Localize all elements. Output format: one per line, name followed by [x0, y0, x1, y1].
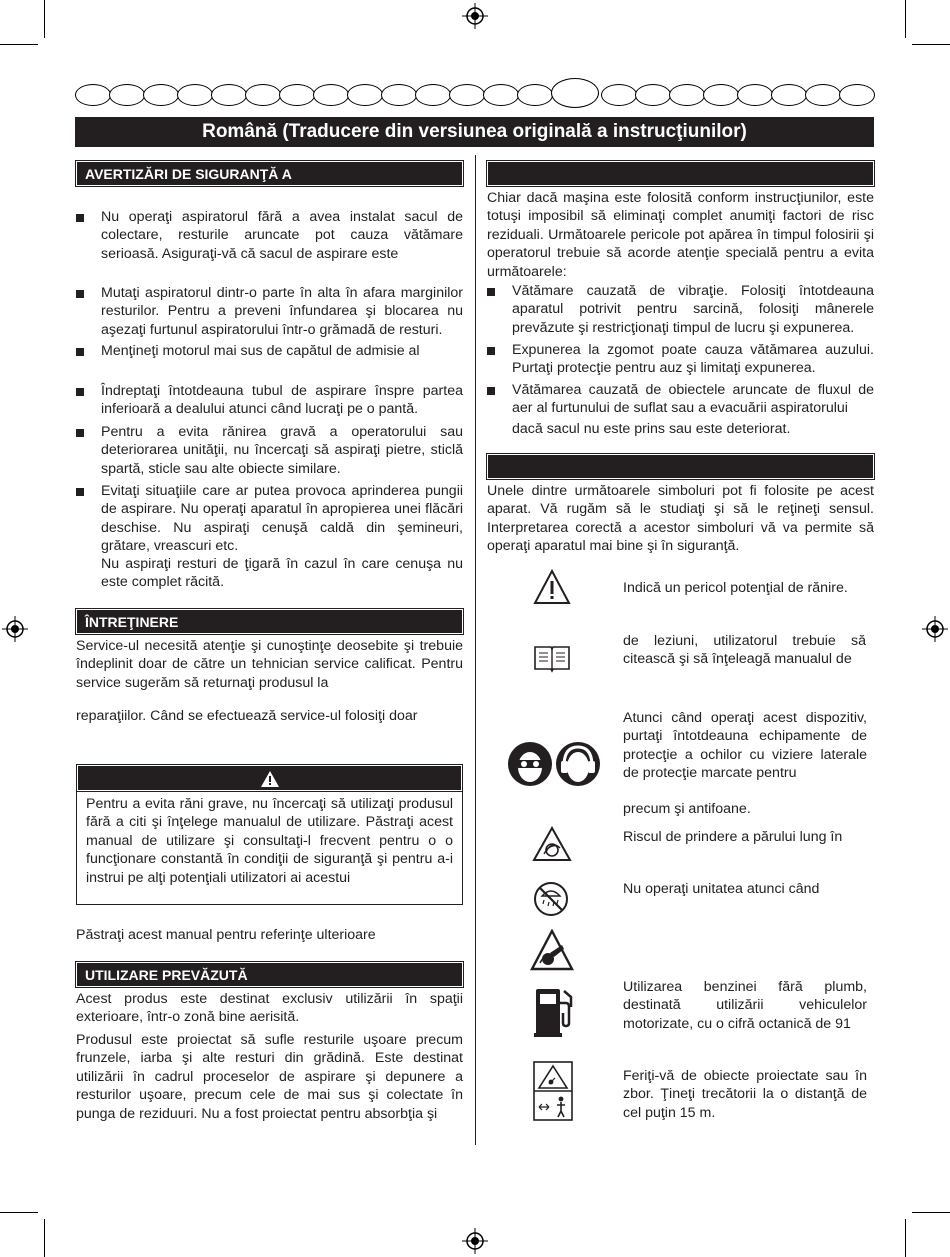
symbol-description: precum şi antifoane. [623, 801, 751, 817]
intended-use-heading: UTILIZARE PREVĂZUTĂ [76, 962, 463, 987]
bullet-marker [76, 348, 84, 356]
language-tab-active [551, 78, 599, 108]
symbol-description: Riscul de prindere a părului lung în [623, 829, 843, 845]
bullet-marker [487, 288, 495, 296]
residual-risks-heading [487, 161, 874, 186]
symbol-description: Feriţi-vă de obiecte proiectate sau în zbor. Ţineţi trecătorii la o distanţă de cel puţin 15 m. [623, 1068, 867, 1121]
bullet-text: Vătămare cauzată de vibraţie. Folosiţi întotdeauna aparatul potrivit pentru sarcină, folosiţi mânerele prevăzute şi restricţionaţi timpul de lucru şi expunerea. [512, 283, 874, 336]
crop-mark [0, 44, 38, 45]
crop-mark [0, 1212, 38, 1213]
language-tab [143, 84, 179, 106]
language-tab [737, 84, 773, 106]
language-tab [635, 84, 671, 106]
residual-risks-intro: Chiar dacă maşina este folosită conform instrucţiunilor, este totuşi imposibil să eliminaţi complet anumiţi factori de risc reziduali. Următoarele pericole pot apărea în timpul folosirii şi operatorul trebuie să acorde atenţie specială pentru a evita următoarele: [487, 190, 874, 280]
bullet-marker [76, 214, 84, 222]
bullet-marker [76, 388, 84, 396]
symbols-heading [487, 454, 874, 479]
bullet-marker [487, 347, 495, 355]
warning-triangle-icon [533, 569, 571, 605]
thrown-objects-distance-icon [533, 1061, 573, 1121]
bullet-marker [76, 429, 84, 437]
bullet-text: Evitaţi situaţiile care ar putea provoca aprinderea pungii de aspirare. Nu operaţi aparatul în apropierea unei flăcări deschise. Nu aspiraţi cenuşă caldă din şemineuri, grătare, vreascuri etc. [101, 483, 463, 555]
warning-box [76, 764, 463, 905]
safety-heading: AVERTIZĂRI DE SIGURANŢĂ A [76, 161, 463, 186]
registration-mark-icon [922, 616, 948, 642]
bullet-text: Pentru a evita rănirea gravă a operatorului sau deteriorarea unităţii, nu încercaţi să aspiraţi pietre, sticlă spartă, sticle sau alte obiecte similare. [101, 424, 463, 477]
crop-mark [44, 0, 45, 38]
symbols-intro: Unele dintre următoarele simboluri pot fi folosite pe acest aparat. Vă rugăm să le studiaţi şi să le reţineţi sensul. Interpretarea corectă a acestor simboluri vă va permite să operaţi aparatul mai bine şi în siguranţă. [487, 483, 874, 555]
hand-fan-warning-icon [530, 929, 574, 971]
manual-book-icon [533, 643, 571, 673]
crop-mark [905, 0, 906, 38]
keep-manual-note: Păstraţi acest manual pentru referinţe ulterioare [76, 927, 376, 943]
registration-mark-icon [2, 616, 28, 642]
crop-mark [44, 1219, 45, 1257]
language-tab [313, 84, 349, 106]
language-tab [805, 84, 841, 106]
language-tab [771, 84, 807, 106]
maintenance-text: Service-ul necesită atenţie şi cunoştinţe deosebite şi trebuie îndeplinit doar de către un tehnician service calificat. Pentru service sugerăm să returnaţi produsul la [76, 638, 463, 691]
maintenance-text: reparaţiilor. Când se efectuează service-ul folosiţi doar [76, 708, 418, 724]
intended-use-text: Produsul este proiectat să sufle resturile uşoare precum frunzele, iarba şi alte resturi din grădină. Este destinat utilizării în cadrul proceselor de aspirare şi depunere a resturilor uşoare, precum cele de mai sus şi colectate în punga de reziduuri. Nu a fost proiectat pentru absorbţia şi [76, 1032, 463, 1122]
no-rain-icon [532, 880, 570, 918]
language-tab [381, 84, 417, 106]
bullet-marker [76, 290, 84, 298]
bullet-text: Nu operaţi aspiratorul fără a avea instalat sacul de colectare, resturile aruncate pot cauza vătămare serioasă. Asiguraţi-vă că sacul de aspirare este [101, 209, 463, 262]
maintenance-heading: ÎNTREŢINERE [76, 609, 463, 634]
symbol-description: Utilizarea benzinei fără plumb, destinată utilizării vehiculelor motorizate, cu o cifră octanică de 91 [623, 979, 867, 1032]
bullet-text: Vătămarea cauzată de obiectele aruncate de fluxul de aer al furtunului de suflat sau a evacuării aspiratorului [512, 382, 874, 417]
language-tab [279, 84, 315, 106]
page-title: Română (Traducere din versiunea originală a instrucţiunilor) [75, 117, 874, 147]
warning-triangle-icon [260, 770, 280, 788]
language-tab [245, 84, 281, 106]
crop-mark [912, 44, 950, 45]
language-tab [839, 84, 875, 106]
language-tab [703, 84, 739, 106]
bullet-text: Expunerea la zgomot poate cauza vătămarea auzului. Purtaţi protecţie pentru auz şi limitaţi expunerea. [512, 342, 874, 377]
language-tab [109, 84, 145, 106]
symbol-description: de leziuni, utilizatorul trebuie să citească şi să înţeleagă manualul de [623, 633, 866, 668]
bullet-text: Menţineţi motorul mai sus de capătul de admisie al [101, 343, 420, 359]
language-tab [601, 84, 637, 106]
language-tab [177, 84, 213, 106]
language-tabs [75, 84, 875, 108]
symbol-description: Indică un pericol potenţial de rănire. [623, 580, 848, 596]
bullet-text: Mutaţi aspiratorul dintr-o parte în alta în afara marginilor resturilor. Pentru a preveni înfundarea şi blocarea nu aşezaţi furtunul aspiratorului într-o grămadă de resturi. [101, 285, 463, 338]
registration-mark-icon [462, 3, 488, 29]
bullet-marker [487, 387, 495, 395]
language-tab [449, 84, 485, 106]
language-tab [517, 84, 553, 106]
language-tab [75, 84, 111, 106]
symbol-description: Atunci când operaţi acest dispozitiv, purtaţi întotdeauna echipamente de protecţie a ochilor cu viziere laterale de protecţie marcate pentru [623, 710, 867, 782]
language-tab [669, 84, 705, 106]
language-tab [347, 84, 383, 106]
warning-header [77, 765, 462, 791]
bullet-text: Îndreptaţi întotdeauna tubul de aspirare înspre partea inferioară a dealului atunci când lucraţi pe o pantă. [101, 383, 463, 418]
language-tab [211, 84, 247, 106]
warning-text: Pentru a evita răni grave, nu încercaţi să utilizaţi produsul fără a citi şi înţelege manualul de utilizare. Păstraţi acest manual de utilizare şi consultaţi-l frecvent pentru o o funcţionare constantă în condiţii de siguranţă şi pentru a-i instrui pe alţi potenţiali utilizatori ai acestui [86, 796, 453, 886]
safety-bullet [76, 208, 463, 264]
language-tab [415, 84, 451, 106]
crop-mark [905, 1219, 906, 1257]
registration-mark-icon [462, 1228, 488, 1254]
intended-use-text: Acest produs este destinat exclusiv utilizării în spaţii exterioare, într-o zonă bine aerisită. [76, 991, 463, 1026]
eye-ear-protection-icon [507, 741, 603, 787]
hair-entanglement-icon [532, 826, 572, 862]
language-tab [483, 84, 519, 106]
safety-note: Nu aspiraţi resturi de ţigară în cazul în care cenuşa nu este complet răcită. [101, 556, 463, 591]
residual-bullet-tail: dacă sacul nu este prins sau este deteriorat. [512, 421, 791, 437]
bullet-marker [76, 488, 84, 496]
fuel-pump-icon [534, 985, 576, 1037]
crop-mark [912, 1212, 950, 1213]
column-divider [475, 155, 476, 1145]
symbol-description: Nu operaţi unitatea atunci când [623, 881, 820, 897]
